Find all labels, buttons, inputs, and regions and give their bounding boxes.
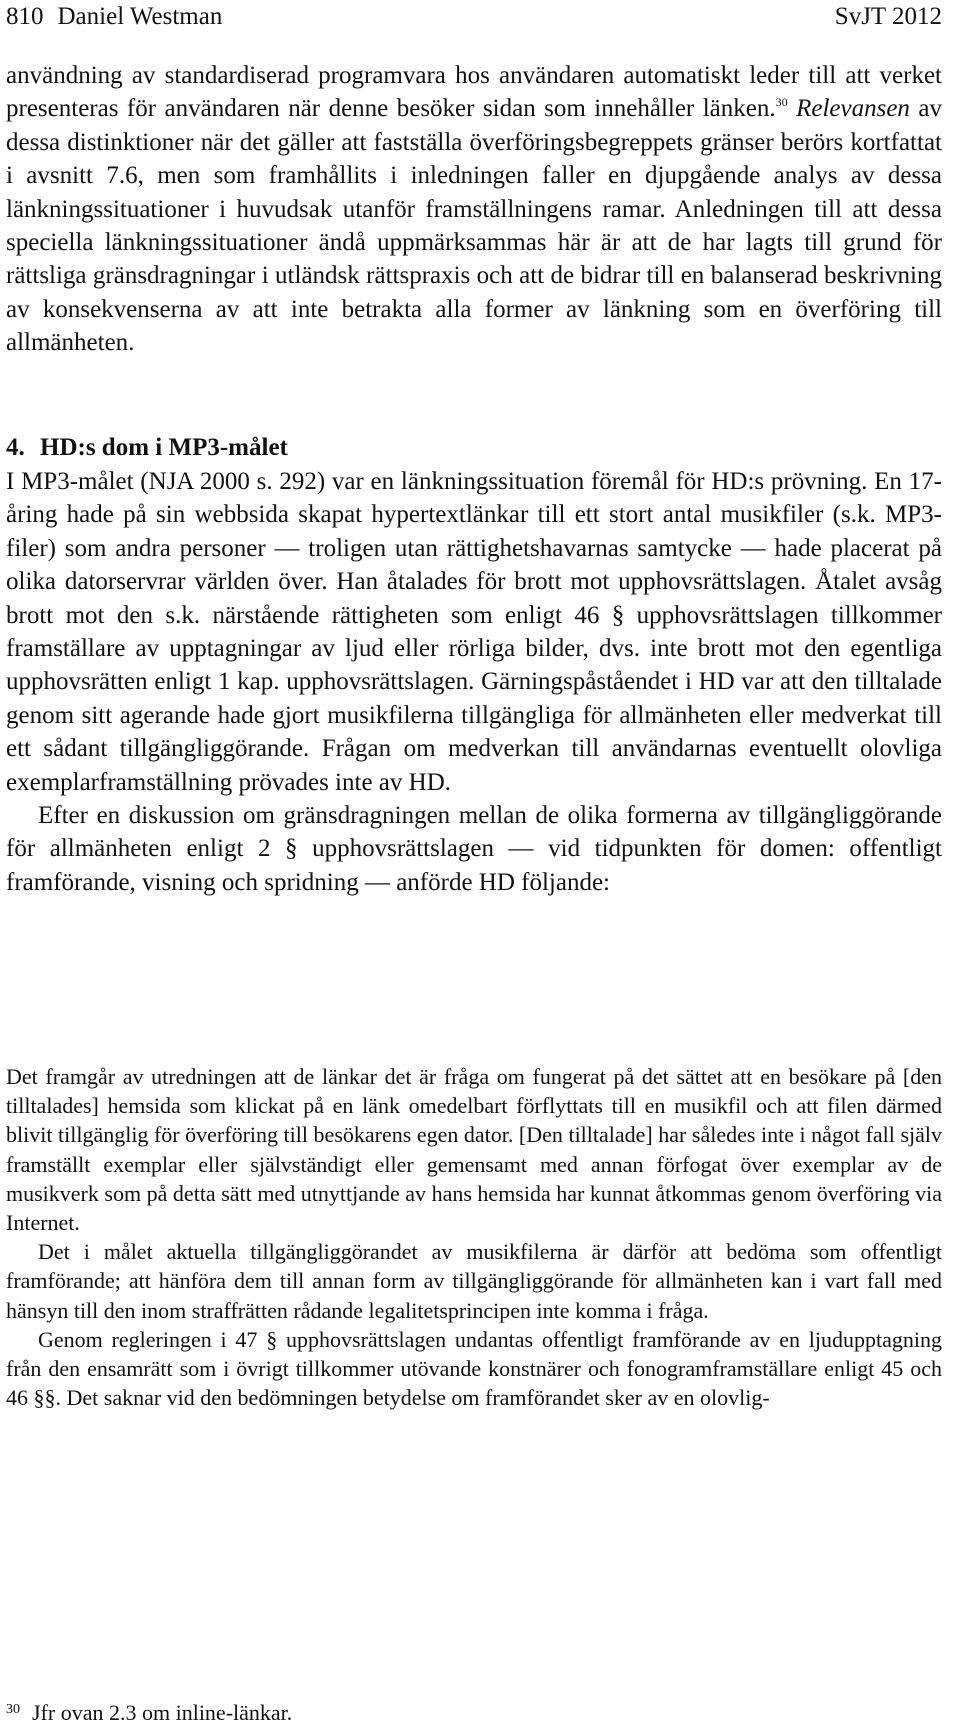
section-paragraph-2: Efter en diskussion om gränsdragningen mellan de olika formerna av tillgängliggörande för allmänheten enligt 2 § upphovsrättslagen — vid tidpunkten för domen: offentligt framförande, visning och spridning — anförde HD följande:: [6, 802, 942, 896]
section-body: [6, 465, 942, 899]
intro-text-1: användning av standardiserad programvara hos användaren automatiskt leder till att verket presenteras för användaren när denne besöker sidan som innehåller länken.: [6, 62, 942, 123]
intro-emphasis: Relevansen: [796, 95, 910, 123]
running-header: [6, 2, 942, 32]
intro-paragraph: [6, 59, 942, 360]
author-name: Daniel Westman: [57, 3, 223, 30]
footnote-reference: 30: [775, 95, 788, 110]
journal-name: SvJT 2012: [834, 3, 942, 30]
block-quote: [6, 1062, 942, 1412]
section-heading: [6, 431, 288, 464]
quote-paragraph-3: Genom regleringen i 47 § upphovsrättslagen undantas offentligt framförande av en ljudupptagning från den ensamrätt som i övrigt tillkommer utövande konstnärer och fonogramframställare enligt 45 och 46 §§. Det saknar vid den bedömningen betydelse om framförandet sker av en olovlig-: [6, 1326, 942, 1411]
footnote: [6, 1695, 292, 1728]
footnote-text: Jfr ovan 2.3 om inline-länkar.: [32, 1700, 293, 1725]
section-number: 4.: [6, 434, 25, 461]
footnote-number: 30: [6, 1702, 20, 1717]
quote-paragraph-2: Det i målet aktuella tillgängliggörandet av musikfilerna är därför att bedöma som offentligt framförande; att hänföra dem till annan form av tillgängliggörande för allmänheten kan i vart fall med hänsyn till den inom straffrätten rådande legalitetsprincipen inte komma i fråga.: [6, 1239, 942, 1323]
section-title: HD:s dom i MP3-målet: [40, 434, 288, 461]
header-left: [6, 2, 222, 32]
intro-text-2: av dessa distinktioner när det gäller att fastställa överföringsbegreppets gränser berörs kortfattat i avsnitt 7.6, men som framhållits i inledningen faller en djupgående analys av dessa länkningssituationer i huvudsak utanför framställningens ramar. Anledningen till att dessa speciella länkningssituationer ändå uppmärksammas här är att de har lagts till grund för rättsliga gränsdragningar i utländsk rättspraxis och att de bidrar till en balanserad beskrivning av konsekvenserna av att inte betrakta alla former av länkning som en överföring till allmänheten.: [6, 95, 943, 357]
section-paragraph-1: I MP3-målet (NJA 2000 s. 292) var en länkningssituation föremål för HD:s prövning. En 17-åring hade på sin webbsida skapat hypertextlänkar till ett stort antal musikfiler (s.k. MP3-filer) som andra personer — troligen utan rättighetshavarnas samtycke — hade placerat på olika datorservrar världen över. Han åtalades för brott mot upphovsrättslagen. Åtalet avsåg brott mot den s.k. närstående rättigheten som enligt 46 § upphovsrättslagen tillkommer framställare av upptagningar av ljud eller rörliga bilder, dvs. inte brott mot den egentliga upphovsrätten enligt 1 kap. upphovsrättslagen. Gärningspåståendet i HD var att den tilltalade genom sitt agerande hade gjort musikfilerna tillgängliga för allmänheten eller medverkat till ett sådant tillgängliggörande. Frågan om medverkan till användarnas eventuellt olovliga exemplarframställning prövades inte av HD.: [6, 468, 942, 796]
page-number: 810: [6, 3, 44, 30]
quote-paragraph-1: Det framgår av utredningen att de länkar det är fråga om fungerat på det sättet att en besökare på [den tilltalades] hemsida som klickat på en länk omedelbart förflyttats till en musikfil och att filen därmed blivit tillgänglig för överföring till besökarens egen dator. [Den tilltalade] har således inte i något fall själv framställt exemplar eller självständigt eller gemensamt med annan förfogat över exemplar av de musikverk som på detta sätt med utnyttjande av hans hemsida har kunnat åtkommas genom överföring via Internet.: [6, 1064, 942, 1236]
